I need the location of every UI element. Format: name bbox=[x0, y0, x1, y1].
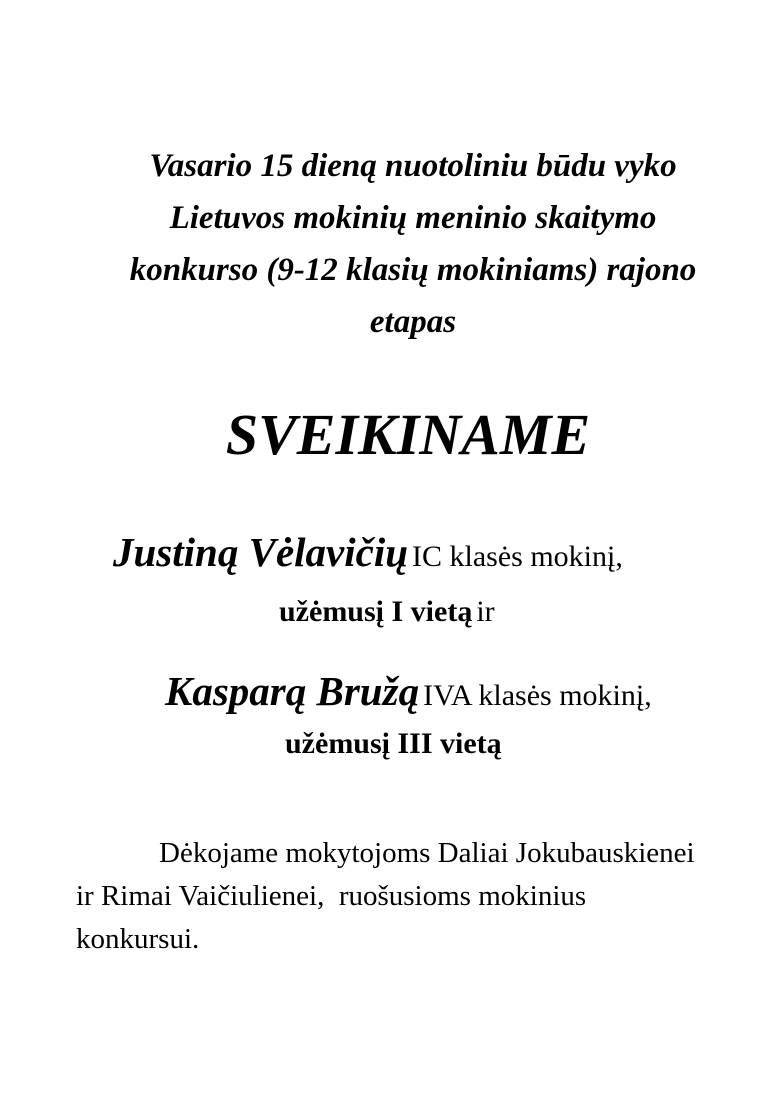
winner-1-place-line bbox=[279, 590, 495, 639]
winner-2-place: užėmusį III vietą bbox=[285, 727, 502, 760]
intro-line: Vasario 15 dieną nuotoliniu būdu vyko bbox=[149, 148, 677, 184]
winner-2-line bbox=[165, 669, 652, 723]
headline: SVEIKINAME bbox=[225, 402, 591, 467]
intro-paragraph bbox=[0, 140, 780, 348]
winner-1-line bbox=[113, 530, 623, 584]
winner-1-name: Justiną Vėlavičių bbox=[113, 529, 409, 575]
winner-2-name: Kasparą Bružą bbox=[165, 668, 420, 714]
winner-1-place: užėmusį I vietą bbox=[279, 595, 473, 628]
intro-line: konkurso (9-12 klasių mokiniams) rajono bbox=[129, 252, 697, 288]
winner-2-place-line bbox=[285, 722, 502, 771]
intro-line: etapas bbox=[369, 304, 457, 340]
intro-line: Lietuvos mokinių meninio skaitymo bbox=[169, 200, 657, 236]
connector-text: ir bbox=[476, 595, 495, 628]
thanks-line: Dėkojame mokytojoms Daliai Jokubauskienei bbox=[159, 837, 695, 869]
winner-2-class: IVA klasės mokinį, bbox=[423, 679, 652, 712]
thanks-paragraph bbox=[76, 832, 766, 961]
thanks-line: konkursui. bbox=[76, 923, 200, 955]
winner-1-class: IC klasės mokinį, bbox=[412, 540, 623, 573]
thanks-line: ir Rimai Vaičiulienei, ruošusioms mokinius bbox=[76, 880, 587, 912]
